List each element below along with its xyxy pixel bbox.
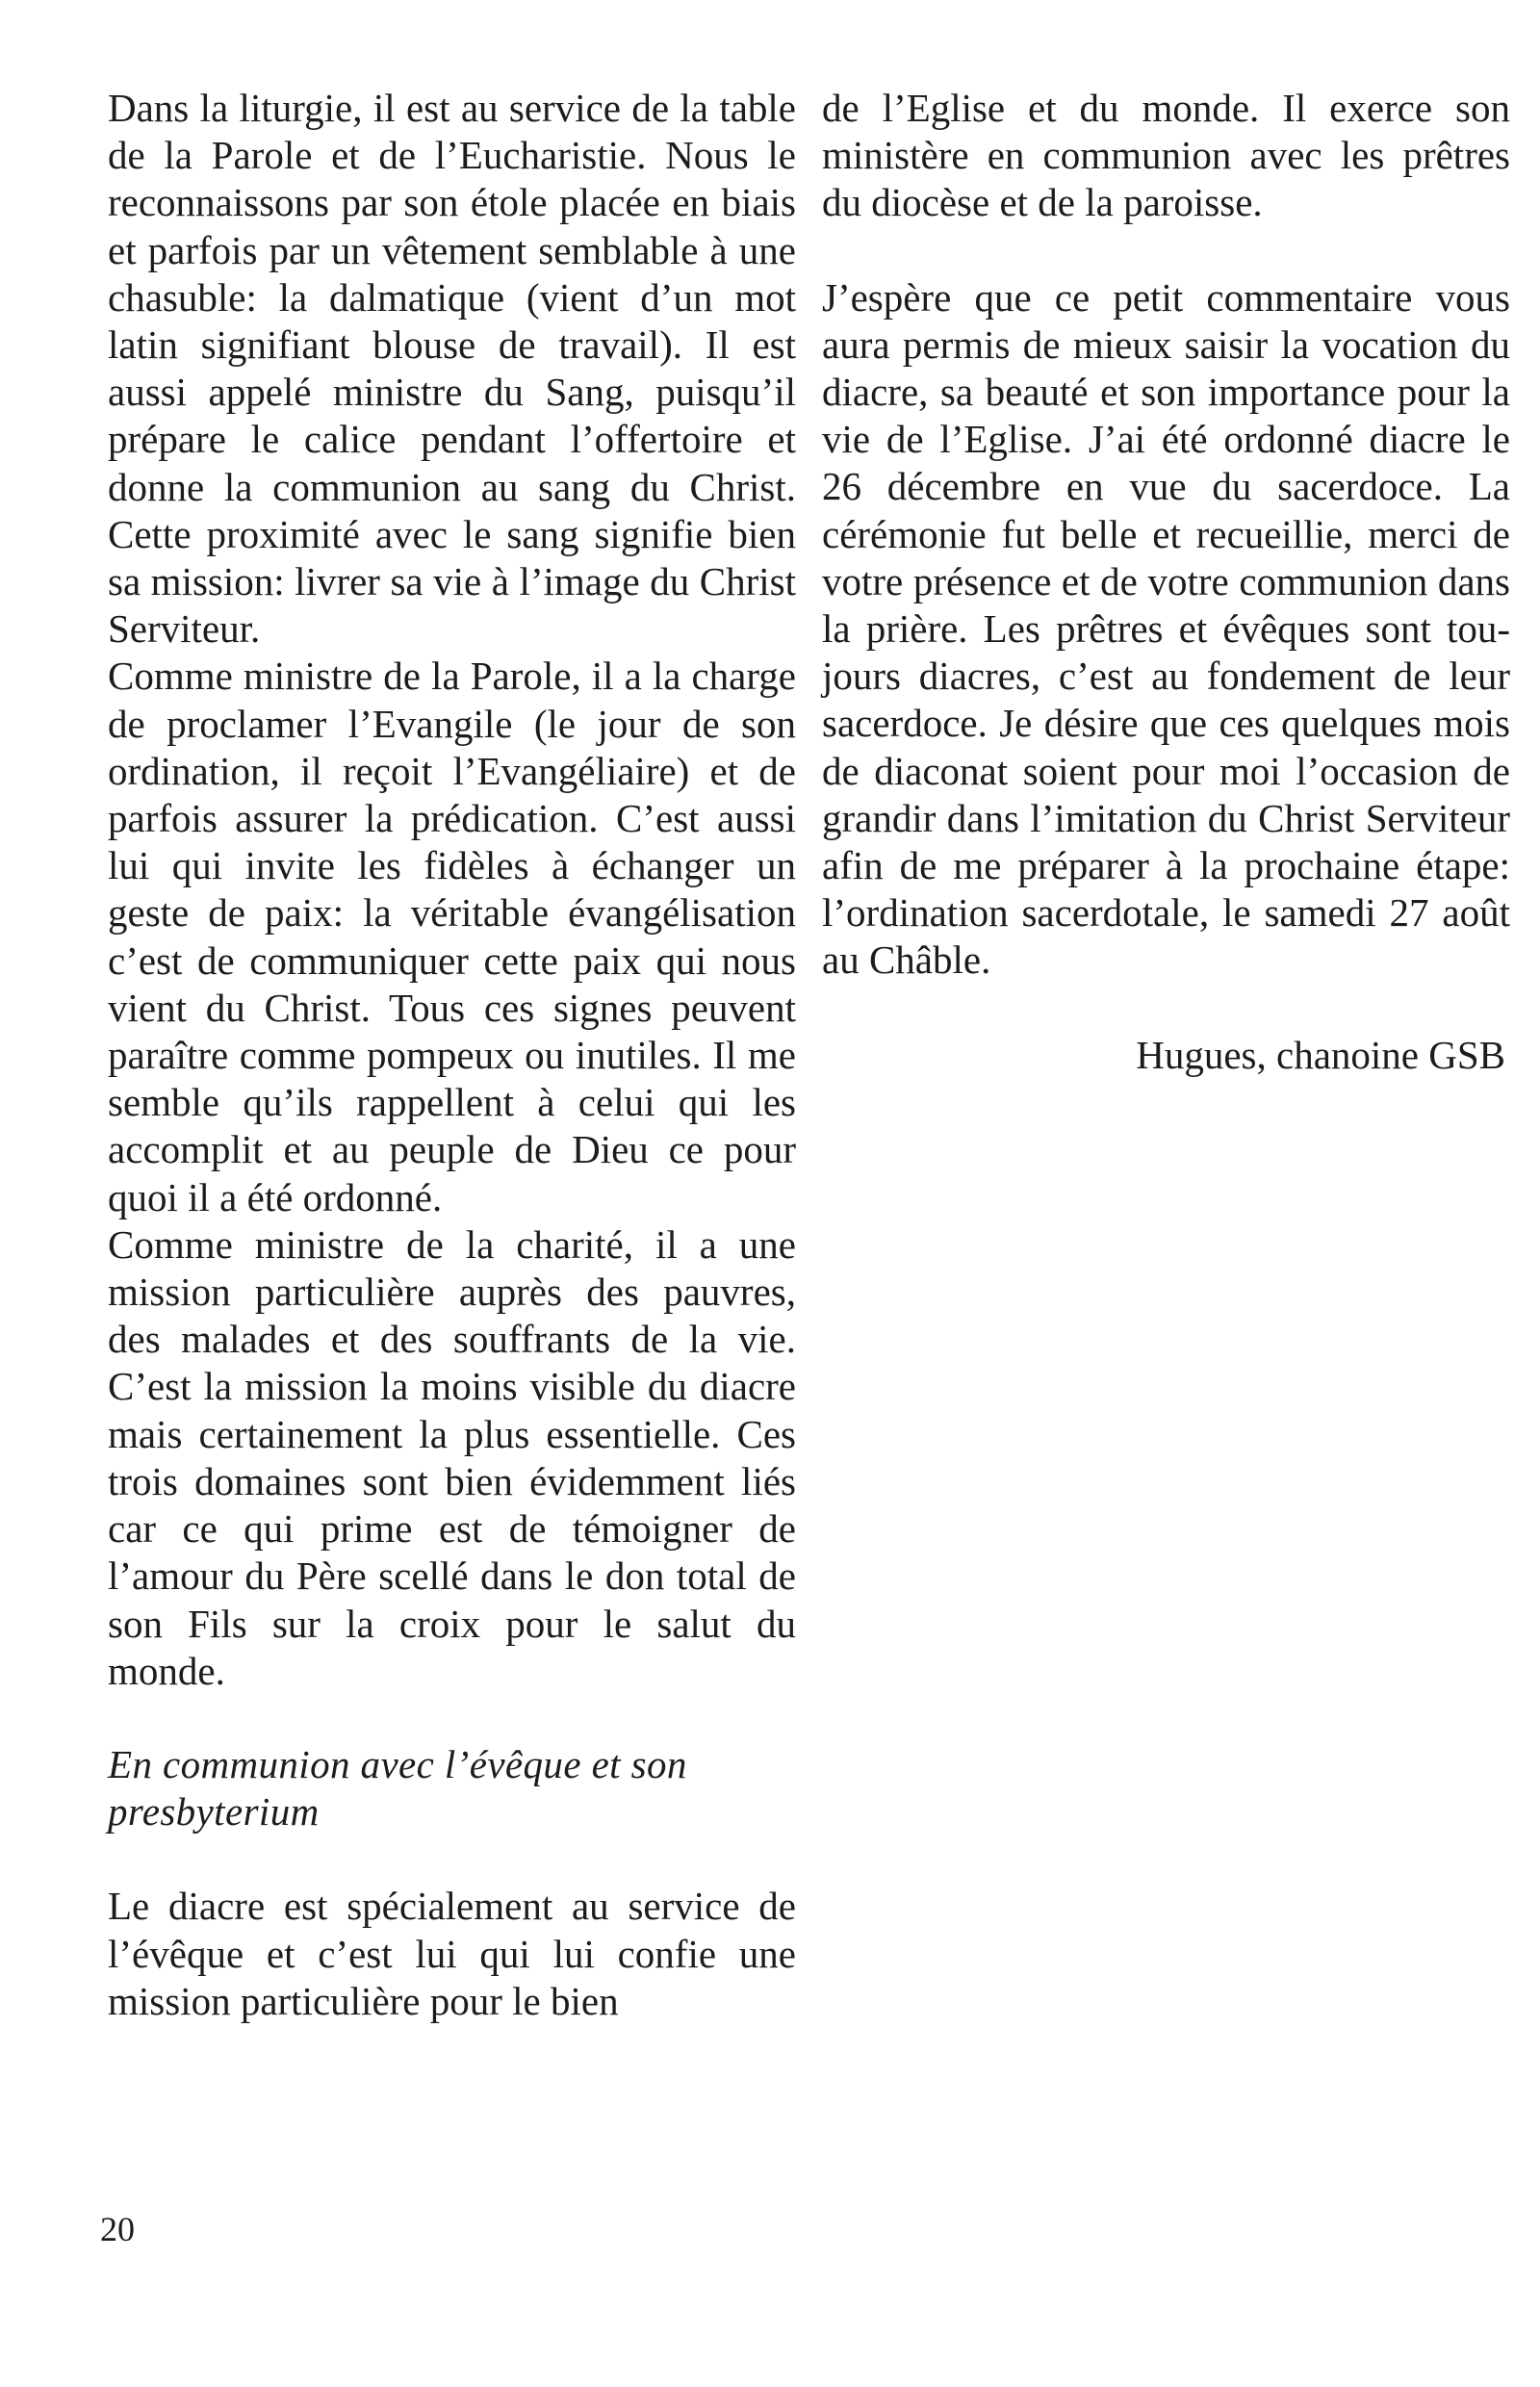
liturgy-paragraph: Dans la liturgie, il est au service de la table de la Parole et de l’Eucharistie. Nous le reconnaissons par son étole placée en biais et parfois par un vêtement semblable à une chasuble: la dalmatique (vient d’un mot latin signifiant blouse de travail). Il est aussi appelé ministre du Sang, puisqu’il prépare le calice pendant l’offertoire et donne la communion au sang du Christ. Cette proximité avec le sang signifie bien sa mission: livrer sa vie à l’image du Christ Serviteur. (108, 86, 796, 652)
left-column (108, 85, 796, 2025)
page-number: 20 (100, 2210, 135, 2248)
charity-minister-paragraph: Comme ministre de la charité, il a une mission particulière auprès des pauvres, des malades et des souffrants de la vie. C’est la mission la moins visible du diacre mais certainement la plus essentielle. Ces trois domaines sont bien évidemment liés car ce qui prime est de témoigner de l’amour du Père scellé dans le don total de son Fils sur la croix pour le salut du monde. (108, 1221, 796, 1693)
continuation-paragraph: de l’Eglise et du monde. Il exerce son ministère en communion avec les prêtres du diocèse et de la paroisse. (822, 86, 1510, 225)
right-column (822, 85, 1510, 1079)
bishop-service-paragraph: Le diacre est spécialement au service de l’évêque et c’est lui qui lui confie une mission particulière pour le bien (108, 1884, 796, 2023)
word-minister-paragraph: Comme ministre de la Parole, il a la charge de proclamer l’Evangile (le jour de son ordination, il reçoit l’Evangéliaire) et de parfois assurer la prédication. C’est aussi lui qui invite les fidèles à échanger un geste de paix: la véritable évangélisation c’est de communiquer cette paix qui nous vient du Christ. Tous ces signes peuvent paraître comme pompeux ou inutiles. Il me semble qu’ils rappellent à celui qui les accomplit et au peuple de Dieu ce pour quoi il a été ordonné. (108, 654, 796, 1219)
author-signature: Hugues, chanoine GSB (1136, 1032, 1505, 1077)
section-subheading: En communion avec l’évêque et son presbyterium (108, 1741, 687, 1835)
ordination-paragraph: J’espère que ce petit commentaire vous aura permis de mieux saisir la vocation du diacre, sa beauté et son importance pour la vie de l’Eglise. J’ai été ordonné diacre le 26 décembre en vue du sacerdoce. La cérémonie fut belle et recueillie, merci de votre présence et de votre communion dans la prière. Les prêtres et évêques sont toujours diacres, c’est au fondement de leur sacerdoce. Je désire que ces quelques mois de diaconat soient pour moi l’occasion de grandir dans l’imitation du Christ Serviteur afin de me préparer à la prochaine étape: l’ordination sacerdotale, le samedi 27 août au Châble. (822, 274, 1510, 983)
